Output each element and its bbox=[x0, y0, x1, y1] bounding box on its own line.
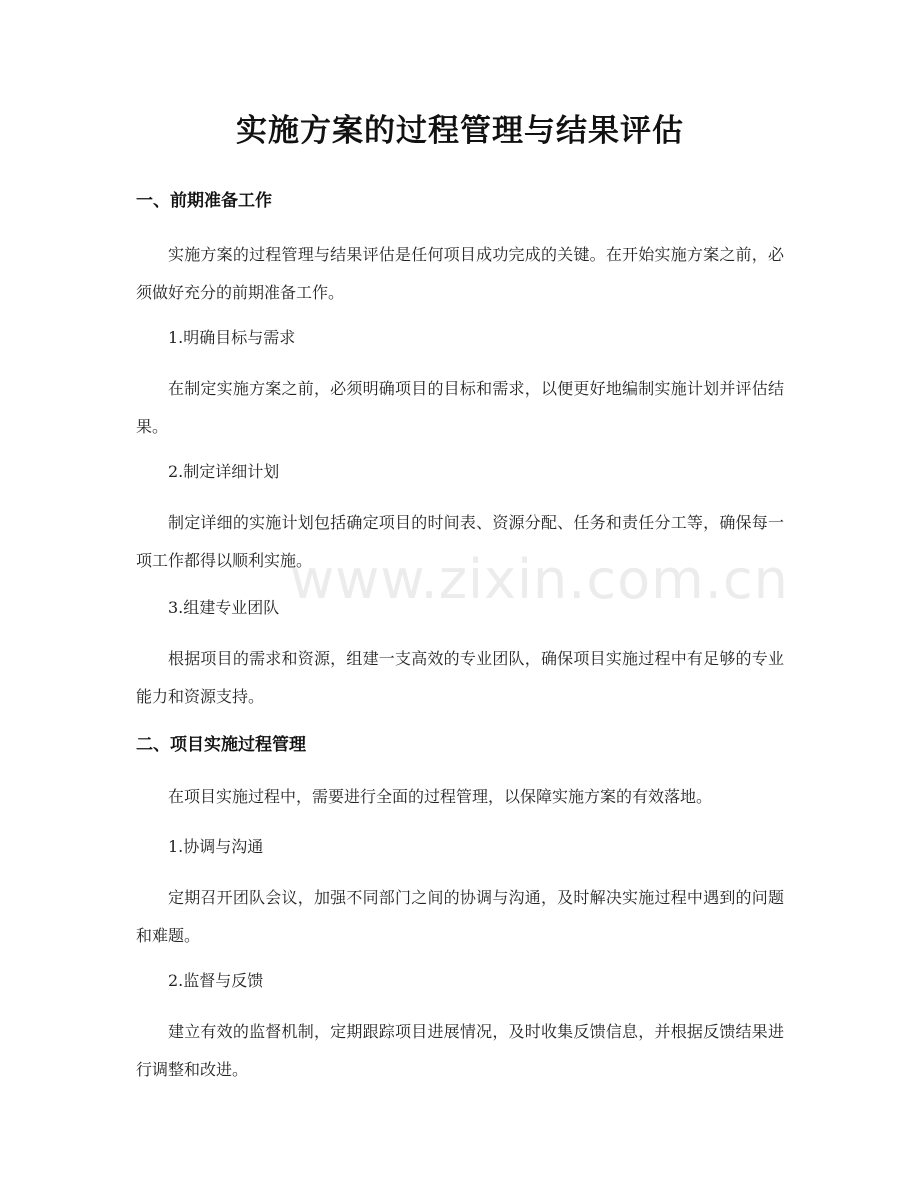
item-1-3-text: 根据项目的需求和资源，组建一支高效的专业团队，确保项目实施过程中有足够的专业能力和资源支持。 bbox=[136, 649, 784, 706]
item-1-1-text: 在制定实施方案之前，必须明确项目的目标和需求，以便更好地编制实施计划并评估结果。 bbox=[136, 379, 784, 436]
item-1-2-label: 2.制定详细计划 bbox=[168, 462, 280, 481]
item-2-1-label: 1.协调与沟通 bbox=[168, 837, 264, 856]
item-1-2-text: 制定详细的实施计划包括确定项目的时间表、资源分配、任务和责任分工等，确保每一项工作都得以顺利实施。 bbox=[136, 513, 784, 570]
item-2-2-text: 建立有效的监督机制，定期跟踪项目进展情况，及时收集反馈信息，并根据反馈结果进行调整和改进。 bbox=[136, 1022, 784, 1079]
section-1-intro: 实施方案的过程管理与结果评估是任何项目成功完成的关键。在开始实施方案之前，必须做好充分的前期准备工作。 bbox=[136, 245, 784, 302]
watermark-text: www.zixin.com.cn bbox=[290, 548, 789, 611]
item-2-1-text: 定期召开团队会议，加强不同部门之间的协调与沟通，及时解决实施过程中遇到的问题和难题。 bbox=[136, 888, 784, 945]
section-heading-2: 二、项目实施过程管理 bbox=[136, 735, 306, 755]
section-2-intro: 在项目实施过程中，需要进行全面的过程管理，以保障实施方案的有效落地。 bbox=[168, 787, 713, 806]
item-1-3-label: 3.组建专业团队 bbox=[168, 598, 280, 617]
section-heading-1: 一、前期准备工作 bbox=[136, 191, 272, 211]
item-2-2-label: 2.监督与反馈 bbox=[168, 971, 264, 990]
document-title: 实施方案的过程管理与结果评估 bbox=[236, 113, 684, 149]
item-1-1-label: 1.明确目标与需求 bbox=[168, 328, 296, 347]
